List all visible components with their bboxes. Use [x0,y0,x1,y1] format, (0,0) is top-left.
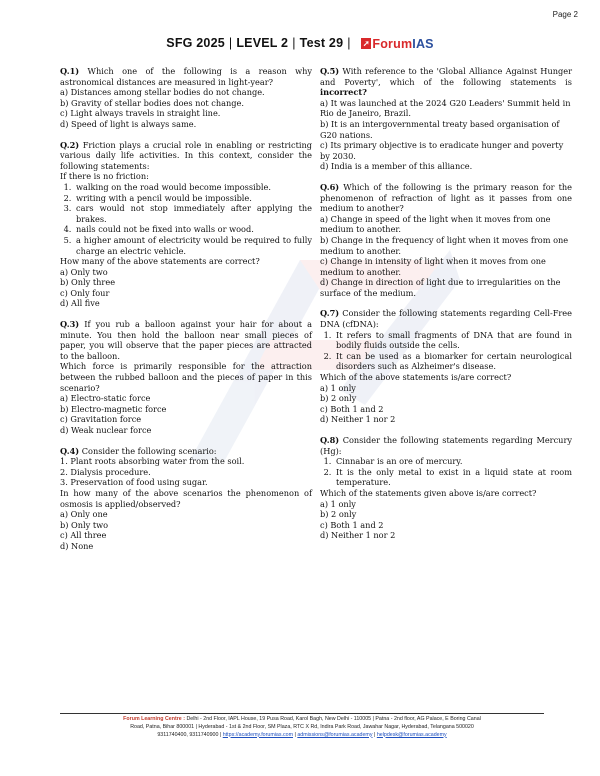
forumias-logo-icon: ➚ [362,39,370,49]
option: b) 2 only [320,393,357,404]
footer-centre-label: Forum Learning Centre : [123,716,185,722]
question-stem: With reference to the 'Global Alliance Against Hunger and Poverty', which of the following statements is [320,66,572,87]
option: a) It was launched at the 2024 G20 Leaders' Summit held in Rio de Janeiro, Brazil. [320,97,571,119]
option: c) Light always travels in straight line. [60,108,221,119]
option: a) 1 only [320,498,356,509]
footer-admissions-link[interactable]: admissions@forumias.academy [297,731,373,738]
footer-address-line1: Delhi - 2nd Floor, IAPL House, 19 Pusa Road, Karol Bagh, New Delhi - 110005 | Patna - 2nd floor, AG Palace, E Boring Canal [186,716,481,722]
header-test: Test 29 [299,36,344,50]
question-2 [60,140,312,310]
question-stem: If you rub a balloon against your hair for about a minute. You then hold the balloon near small pieces of paper, you will observe that the paper pieces are attracted to the balloon. [60,319,312,361]
option: d) Neither 1 nor 2 [320,530,396,541]
option: c) Its primary objective is to eradicate hunger and poverty by 2030. [320,140,564,161]
option: a) Change in speed of the light when it moves from one medium to another. [320,213,551,235]
scenario: 3. Preservation of food using sugar. [60,477,208,488]
option: c) All three [60,530,107,541]
statement: 1. Cinnabar is an ore of mercury. [334,456,572,467]
question-number: Q.4) [60,445,80,456]
question-lead: If there is no friction: [60,171,149,182]
right-column [320,66,572,551]
option: c) Only four [60,287,110,298]
question-number: Q.5) [320,66,340,76]
question-number: Q.6) [320,181,340,192]
question-stem: Which of the following is the primary reason for the phenomenon of refraction of light as it passes from one medium to another? [320,181,572,214]
option: a) Only one [60,509,108,520]
question-4 [60,446,312,552]
question-3 [60,319,312,436]
statement: 2. writing with a pencil would be impossible. [74,193,312,204]
question-stem: Friction plays a crucial role in enabling or restricting various daily life activities. In this context, consider the following statements: [60,139,312,171]
page-header: SFG 2025 | LEVEL 2 | Test 29 | ➚ ForumIAS [166,36,434,51]
question-ask: In how many of the above scenarios the phenomenon of osmosis is applied/observed? [60,487,312,509]
option: d) All five [60,298,100,309]
option: b) 2 only [320,509,357,520]
option: a) Only two [60,266,108,277]
option: a) Electro-static force [60,393,151,404]
question-number: Q.8) [320,435,340,445]
scenario: 1. Plant roots absorbing water from the soil. [60,456,245,467]
option: c) Gravitation force [60,414,142,425]
statement: 3. cars would not stop immediately after applying the brakes. [74,203,312,224]
page-number: Page 2 [552,10,578,19]
question-number: Q.3) [60,319,80,330]
question-stem: Which one of the following is a reason why astronomical distances are measured in light-year? [60,66,312,87]
option: a) Distances among stellar bodies do not change. [60,87,265,98]
option: d) India is a member of this alliance. [320,161,473,172]
footer-divider [60,713,544,714]
statement: 2. It can be used as a biomarker for certain neurological disorders such as Alzheimer's disease. [334,351,572,372]
option: b) It is an intergovernmental treaty based organisation of G20 nations. [320,118,560,140]
option: b) Change in the frequency of light when it moves from one medium to another. [320,234,569,256]
statement: 2. It is the only metal to exist in a liquid state at room temperature. [334,467,572,488]
question-6 [320,182,572,299]
option: c) Change in intensity of light when it moves from one medium to another. [320,256,546,277]
footer-academy-link[interactable]: https://academy.forumias.com [222,731,293,738]
forumias-logo [361,37,433,51]
footer-phones: 9311740400, 9311740900 [157,731,219,738]
option: b) Only two [60,519,109,530]
option: d) Weak nuclear force [60,425,152,435]
question-5 [320,66,572,172]
footer-address-line2: Road, Patna, Bihar 800001 | Hyderabad - 1st & 2nd Floor, SM Plaza, RTC X Rd, Indira Park Road, Jawahar Nagar, Hyderabad, Telangana 500020 [130,723,474,730]
brand-prefix: Forum [372,36,413,51]
statement-list [60,182,312,256]
question-ask: Which of the above statements is/are correct? [320,372,512,383]
question-number: Q.1) [60,66,80,76]
question-stem: Consider the following statements regarding Cell-Free DNA (cfDNA): [320,308,572,330]
question-7 [320,308,572,425]
question-ask: How many of the above statements are correct? [60,256,260,267]
question-stem: Consider the following statements regarding Mercury (Hg): [320,435,572,456]
header-series: SFG 2025 [166,36,225,50]
left-column [60,66,312,562]
option: d) Neither 1 nor 2 [320,414,396,425]
question-number: Q.2) [60,139,80,150]
statement: 4. nails could not be fixed into walls or wood. [74,224,312,235]
page-footer: Forum Learning Centre : Delhi - 2nd Floor, IAPL House, 19 Pusa Road, Karol Bagh, New Delhi - 110005 | Patna - 2nd floor, AG Palace, E Boring Canal Road, Patna, Bihar 800001 | Hyderabad - 1st & 2nd Floor, SM Plaza, RTC X Rd, Indira Park Road, Jawahar Nagar, Hyderabad, Telangana 500020 9311740400, 9311740900 | https://academy.forumias.com | admissions@forumias.academy | helpdesk@forumias.academy [123,716,481,738]
option: b) Electro-magnetic force [60,403,167,414]
option: a) 1 only [320,382,356,393]
question-1 [60,66,312,130]
question-ask: Which force is primarily responsible for the attraction between the rubbed balloon and the pieces of paper in this scenario? [60,361,312,393]
option: d) None [60,540,94,551]
question-number: Q.7) [320,308,340,319]
header-level: LEVEL 2 [236,36,289,50]
brand-suffix: IAS [412,36,434,51]
question-stem: Consider the following scenario: [81,445,217,456]
statement: 1. walking on the road would become impossible. [74,182,312,193]
scenario: 2. Dialysis procedure. [60,466,151,477]
statement-list [320,456,572,488]
statement: 5. a higher amount of electricity would be required to fully charge an electric vehicle. [74,235,312,256]
statement: 1. It refers to small fragments of DNA that are found in bodily fluids outside the cells. [334,330,572,351]
question-8 [320,435,572,541]
statement-list [320,330,572,372]
option: d) Change in direction of light due to irregularities on the surface of the medium. [320,277,561,298]
option: b) Gravity of stellar bodies does not change. [60,97,244,108]
option: b) Only three [60,277,116,288]
footer-helpdesk-link[interactable]: helpdesk@forumias.academy [376,731,447,738]
option: d) Speed of light is always same. [60,118,197,129]
option: c) Both 1 and 2 [320,519,384,530]
option: c) Both 1 and 2 [320,403,384,414]
question-stem-emphasis: incorrect? [320,87,367,98]
question-ask: Which of the statements given above is/are correct? [320,487,537,498]
